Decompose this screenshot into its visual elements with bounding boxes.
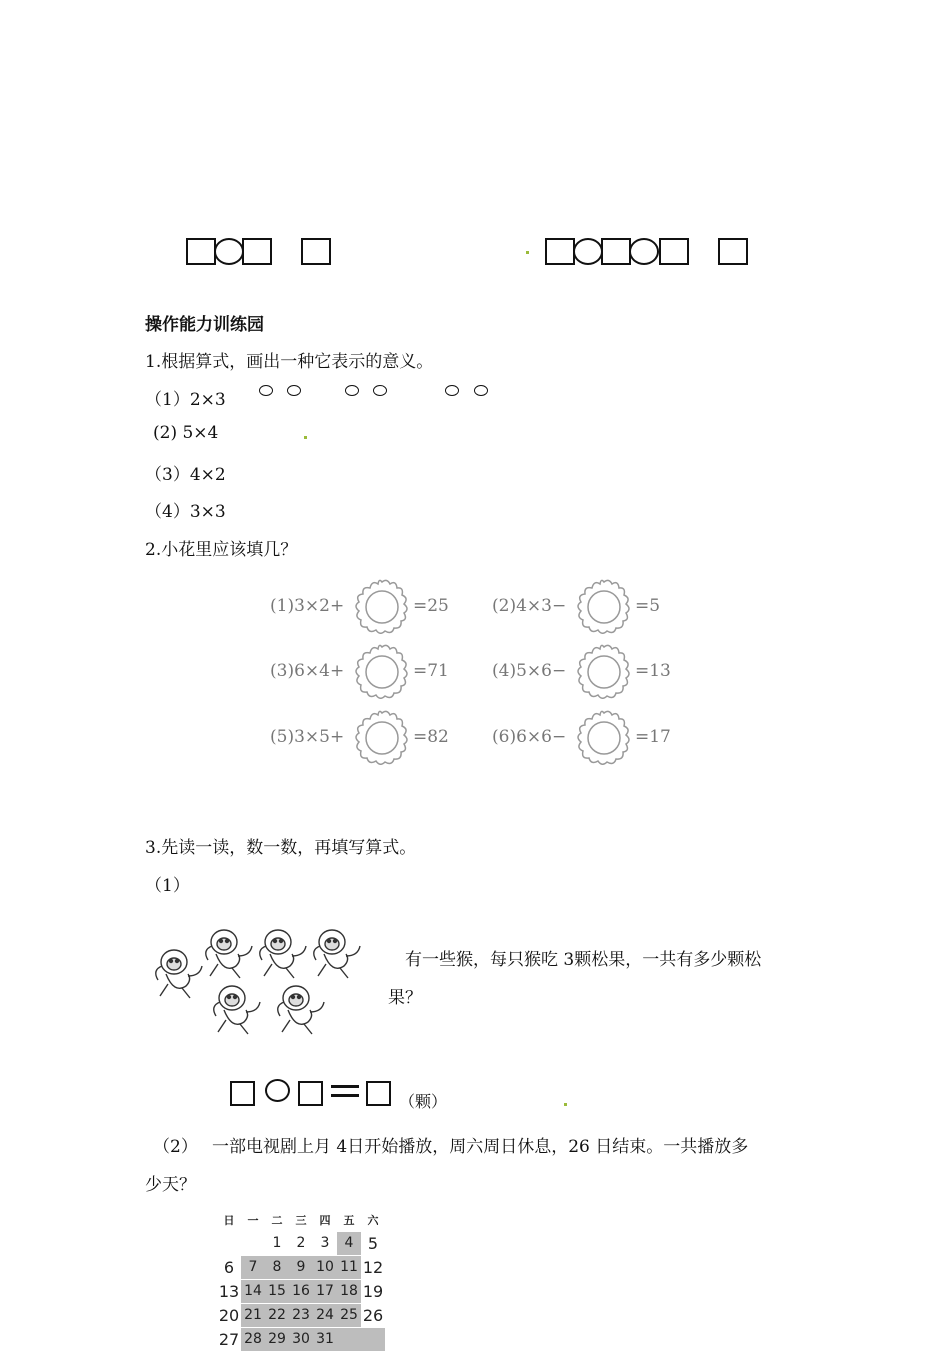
- q3-part2-text-line1: 一部电视剧上月 4日开始播放，周六周日休息，26 日结束。一共播放多: [212, 1137, 749, 1157]
- calendar-day: [361, 1328, 385, 1351]
- unit-label: （颗）: [399, 1092, 448, 1111]
- flower-outline-icon[interactable]: [352, 578, 412, 636]
- q1-item-1: （1）2×3: [145, 390, 226, 410]
- q3-part2-label: （2）: [153, 1137, 198, 1157]
- calendar-day: 28: [241, 1328, 265, 1351]
- oval-icon: [373, 385, 387, 396]
- calendar-day: 31: [313, 1328, 337, 1351]
- stray-dot: [564, 1103, 567, 1106]
- blank-box[interactable]: [186, 238, 216, 265]
- calendar-day: 4: [337, 1232, 361, 1255]
- calendar-day: 20: [218, 1306, 240, 1325]
- calendar-day: 5: [367, 1234, 379, 1253]
- eq6-suffix: =17: [635, 727, 671, 747]
- calendar-day: 16: [289, 1280, 313, 1303]
- calendar-weekday: 六: [367, 1214, 379, 1227]
- q1-title: 1.根据算式，画出一种它表示的意义。: [145, 352, 434, 372]
- section-title: 操作能力训练园: [145, 315, 264, 335]
- eq4-prefix: (4)5×6−: [492, 661, 567, 681]
- calendar-day: 30: [289, 1328, 313, 1351]
- calendar-weekday: 四: [319, 1214, 331, 1227]
- calendar-day: 13: [218, 1282, 240, 1301]
- calendar-weekday: 五: [343, 1214, 355, 1227]
- oval-icon: [259, 385, 273, 396]
- calendar-day: 24: [313, 1304, 337, 1327]
- blank-box[interactable]: [366, 1081, 391, 1106]
- calendar-day: 17: [313, 1280, 337, 1303]
- equals-sign: [331, 1085, 359, 1097]
- oval-icon: [287, 385, 301, 396]
- q1-item-4: （4）3×3: [145, 502, 226, 522]
- calendar-day: 19: [362, 1282, 384, 1301]
- calendar-weekday: 三: [295, 1214, 307, 1227]
- eq2-prefix: (2)4×3−: [492, 596, 567, 616]
- blank-box[interactable]: [298, 1081, 323, 1106]
- flower-outline-icon[interactable]: [352, 709, 412, 767]
- q1-item-2: (2) 5×4: [153, 423, 219, 443]
- eq4-suffix: =13: [635, 661, 671, 681]
- flower-outline-icon[interactable]: [352, 643, 412, 701]
- q1-item-3: （3）4×2: [145, 465, 226, 485]
- blank-circle[interactable]: [573, 238, 603, 265]
- calendar-day: 23: [289, 1304, 313, 1327]
- oval-icon: [445, 385, 459, 396]
- q3-part1-text-line1: 有一些猴，每只猴吃 3颗松果，一共有多少颗松: [405, 950, 762, 970]
- calendar-day: [337, 1328, 361, 1351]
- calendar-day: 29: [265, 1328, 289, 1351]
- eq6-prefix: (6)6×6−: [492, 727, 567, 747]
- flower-outline-icon[interactable]: [574, 643, 634, 701]
- eq1-prefix: (1)3×2+: [270, 596, 345, 616]
- calendar-day: 14: [241, 1280, 265, 1303]
- blank-circle[interactable]: [214, 238, 244, 265]
- calendar-day: 2: [296, 1235, 306, 1251]
- eq1-suffix: =25: [413, 596, 449, 616]
- calendar-day: 18: [337, 1280, 361, 1303]
- stray-dot: [526, 251, 529, 254]
- blank-circle[interactable]: [629, 238, 659, 265]
- calendar-day: 25: [337, 1304, 361, 1327]
- monkey-illustration-icon: [150, 922, 365, 1040]
- calendar-day: 26: [362, 1306, 384, 1325]
- blank-box[interactable]: [545, 238, 575, 265]
- flower-outline-icon[interactable]: [574, 709, 634, 767]
- calendar-day: 22: [265, 1304, 289, 1327]
- calendar-weekday: 二: [271, 1214, 283, 1227]
- calendar-day: 7: [241, 1256, 265, 1279]
- flower-outline-icon[interactable]: [574, 578, 634, 636]
- calendar-day: 1: [272, 1235, 282, 1251]
- blank-box[interactable]: [242, 238, 272, 265]
- q3-part2-text-line2: 少天？: [145, 1175, 196, 1195]
- eq3-prefix: (3)6×4+: [270, 661, 345, 681]
- eq5-suffix: =82: [413, 727, 449, 747]
- blank-box[interactable]: [718, 238, 748, 265]
- eq3-suffix: =71: [413, 661, 449, 681]
- eq2-suffix: =5: [635, 596, 661, 616]
- calendar-day: 9: [289, 1256, 313, 1279]
- calendar-day: 15: [265, 1280, 289, 1303]
- oval-icon: [345, 385, 359, 396]
- eq5-prefix: (5)3×5+: [270, 727, 345, 747]
- blank-box[interactable]: [230, 1081, 255, 1106]
- calendar-day: 6: [223, 1258, 235, 1277]
- q3-part1-label: （1）: [145, 876, 190, 896]
- oval-icon: [474, 385, 488, 396]
- calendar-day: 10: [313, 1256, 337, 1279]
- q2-title: 2.小花里应该填几？: [145, 540, 298, 560]
- calendar-day: 8: [265, 1256, 289, 1279]
- calendar-day: 11: [337, 1256, 361, 1279]
- blank-box[interactable]: [659, 238, 689, 265]
- blank-circle[interactable]: [265, 1079, 290, 1102]
- calendar-weekday: 日: [223, 1214, 235, 1227]
- calendar-day: 12: [362, 1258, 384, 1277]
- calendar: [217, 1210, 387, 1349]
- blank-box[interactable]: [301, 238, 331, 265]
- q3-part1-text-line2: 果？: [388, 988, 422, 1008]
- calendar-weekday: 一: [247, 1214, 259, 1227]
- stray-dot: [304, 436, 307, 439]
- calendar-day: 21: [241, 1304, 265, 1327]
- calendar-day: 27: [218, 1330, 240, 1349]
- blank-box[interactable]: [601, 238, 631, 265]
- q3-title: 3.先读一读，数一数，再填写算式。: [145, 838, 417, 858]
- calendar-day: 3: [320, 1235, 330, 1251]
